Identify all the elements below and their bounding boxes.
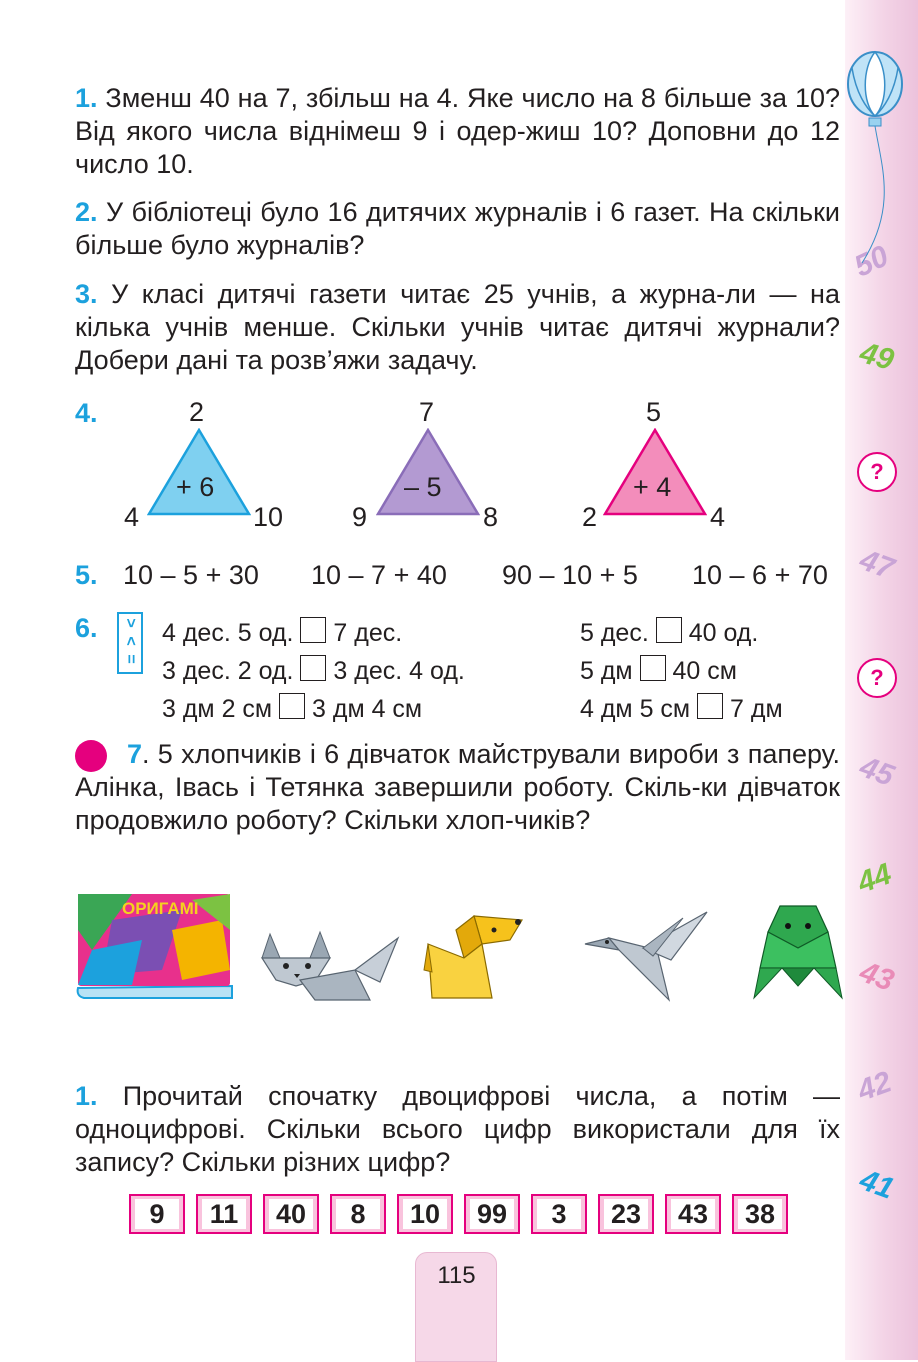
triangle-2-top: 7 — [419, 397, 435, 427]
triangle-3-left: 2 — [582, 502, 598, 532]
task-text: . 5 хлопчиків і 6 дівчаток майстрували вироби з паперу. Алінка, Івась і Тетянка завершили роботу. Скіль-ки дівчаток продовжило роботу? Скільки хлоп-чиків? — [75, 739, 840, 835]
number-box: 99 — [464, 1194, 520, 1234]
book-title: ОРИГАМІ — [122, 899, 199, 918]
number-box: 43 — [665, 1194, 721, 1234]
task-number: 6. — [75, 613, 98, 643]
number-box: 11 — [196, 1194, 252, 1234]
comparison-row — [162, 617, 402, 648]
question-mark-icon: ? — [857, 658, 897, 698]
page-marker-45: 45 — [855, 750, 899, 793]
page-marker-47: 47 — [855, 543, 899, 586]
answer-box[interactable] — [656, 617, 682, 643]
task-text: Зменш 40 на 7, збільш на 4. Яке число на 8 більше за 10? Від якого числа віднімеш 9 і одер-жиш 10? Доповни до 12 число 10. — [75, 83, 840, 179]
question-mark-icon: ? — [857, 452, 897, 492]
comparison-right: 3 дес. 4 од. — [333, 657, 465, 685]
task-text: Прочитай спочатку двоцифрові числа, а потім — одноцифрові. Скільки всього цифр використали для їх запису? Скільки різних цифр? — [75, 1081, 840, 1177]
balloon-icon — [842, 48, 908, 268]
origami-dog-icon — [422, 910, 526, 1002]
comparison-right: 7 дес. — [333, 619, 403, 647]
task-text: У класі дитячі газети читає 25 учнів, а журна-ли — на кілька учнів менше. Скільки учнів читає дитячі журнали? Добери дані та розв’яжи задачу. — [75, 279, 840, 375]
greater-sign: > — [122, 618, 139, 628]
task-7 — [75, 738, 840, 837]
triangle-2-op: – 5 — [404, 472, 442, 502]
task-number: 7 — [127, 739, 143, 769]
comparison-right: 7 дм — [730, 695, 783, 723]
page-marker-44: 44 — [853, 857, 896, 900]
triangle-3-op: + 4 — [633, 472, 672, 502]
expression: 90 – 10 + 5 — [502, 560, 638, 590]
task-number: 3. — [75, 279, 98, 309]
answer-box[interactable] — [300, 655, 326, 681]
comparison-right: 40 од. — [688, 619, 759, 647]
page-marker-42: 42 — [853, 1065, 896, 1108]
task-2 — [75, 196, 840, 262]
page-marker-50: 50 — [849, 239, 894, 284]
page-marker-49: 49 — [856, 336, 898, 377]
origami-book-icon — [72, 890, 234, 1002]
origami-bird-icon — [583, 910, 711, 1002]
expression: 10 – 5 + 30 — [123, 560, 259, 590]
number-box: 3 — [531, 1194, 587, 1234]
answer-box[interactable] — [697, 693, 723, 719]
origami-cat-icon — [260, 920, 400, 1002]
number-box: 10 — [397, 1194, 453, 1234]
comparison-row — [580, 693, 783, 724]
expression: 10 – 6 + 70 — [692, 560, 828, 590]
origami-frog-icon — [752, 902, 844, 1002]
page-number: 115 — [437, 1262, 476, 1289]
number-box: 23 — [598, 1194, 654, 1234]
comparison-right: 40 см — [672, 657, 737, 685]
comparison-row — [580, 655, 737, 686]
triangle-1-right: 10 — [253, 502, 284, 532]
page-marker-41: 41 — [855, 1163, 899, 1206]
task-number: 5. — [75, 560, 98, 590]
triangle-1-op: + 6 — [176, 472, 215, 502]
triangle-1-left: 4 — [124, 502, 140, 532]
equal-sign: = — [122, 654, 139, 664]
comparison-left: 5 дм — [580, 657, 633, 685]
comparison-row — [162, 693, 422, 724]
answer-box[interactable] — [640, 655, 666, 681]
task-3 — [75, 278, 840, 377]
number-box: 8 — [330, 1194, 386, 1234]
comparison-left: 3 дес. 2 од. — [162, 657, 294, 685]
comparison-right: 3 дм 4 см — [312, 695, 423, 723]
answer-box[interactable] — [279, 693, 305, 719]
task-bottom — [75, 1080, 840, 1179]
comparison-left: 4 дм 5 см — [580, 695, 691, 723]
number-box: 38 — [732, 1194, 788, 1234]
task-number: 1. — [75, 83, 98, 113]
task-1 — [75, 82, 840, 181]
comparison-left: 4 дес. 5 од. — [162, 619, 294, 647]
triangle-3-right: 4 — [710, 502, 726, 532]
expression: 10 – 7 + 40 — [311, 560, 447, 590]
task-number: 2. — [75, 197, 98, 227]
triangle-1-top: 2 — [189, 397, 205, 427]
triangle-3-top: 5 — [646, 397, 662, 427]
answer-box[interactable] — [300, 617, 326, 643]
comparison-row — [580, 617, 758, 648]
triangle-2-left: 9 — [352, 502, 368, 532]
number-box: 40 — [263, 1194, 319, 1234]
number-box: 9 — [129, 1194, 185, 1234]
page-marker-43: 43 — [855, 955, 899, 998]
task-number: 1. — [75, 1081, 98, 1111]
task-number: 4. — [75, 398, 98, 428]
comparison-left: 3 дм 2 см — [162, 695, 273, 723]
comparison-signs-box — [117, 612, 143, 674]
comparison-left: 5 дес. — [580, 619, 649, 647]
task-text: У бібліотеці було 16 дитячих журналів і 6 газет. На скільки більше було журналів? — [75, 197, 840, 260]
comparison-row — [162, 655, 465, 686]
triangle-2-right: 8 — [483, 502, 499, 532]
less-sign: < — [122, 636, 139, 646]
